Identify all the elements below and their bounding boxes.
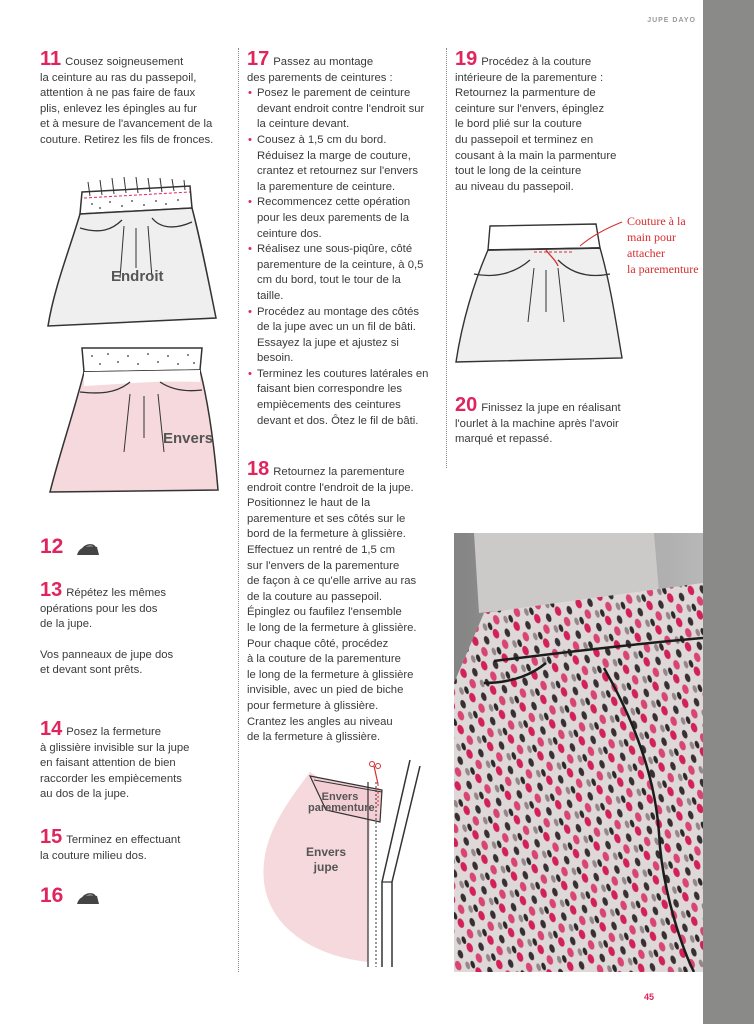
note-line: main pour: [627, 230, 676, 244]
step-note: et devant sont prêts.: [40, 664, 143, 677]
step-text: Épinglez ou faufilez l'ensemble: [247, 606, 402, 619]
step-text: la ceinture au ras du passepoil,: [40, 71, 197, 84]
step-text: le long de la fermeture à glissière.: [247, 621, 417, 634]
step-text: au dos de la jupe.: [40, 788, 130, 801]
step-text: tout le long de la ceinture: [455, 165, 582, 178]
step-19: [455, 48, 635, 195]
step-number: 16: [40, 884, 64, 907]
step-text: la couture milieu dos.: [40, 849, 147, 862]
step-text: attention à ne pas faire de faux: [40, 87, 196, 100]
step-text: Posez la fermeture: [66, 726, 162, 738]
step-number: 11: [40, 48, 62, 70]
bullet-item: • Procédez au montage des côtés de la jupe avec un un fil de bâti. Essayez la jupe et ajustez si besoin.: [247, 305, 429, 367]
step-text: endroit contre l'endroit de la jupe.: [247, 481, 414, 494]
note-line: la parementure: [627, 262, 699, 276]
step-11: [40, 48, 240, 149]
step-14: [40, 718, 235, 803]
iron-icon: [75, 543, 101, 557]
step-20: [455, 394, 655, 448]
label-line: jupe: [313, 860, 339, 874]
step-number: 18: [247, 458, 270, 480]
label-envers-parementure: [308, 791, 375, 814]
step-15: [40, 826, 235, 864]
step-text: le long de la fermeture à glissière: [247, 668, 414, 681]
step-number: 19: [455, 48, 478, 70]
step-text: parementure et ses côtés sur le: [247, 512, 406, 525]
finished-skirt-photo: [454, 533, 703, 972]
step-text: pour fermeture à glissière.: [247, 699, 379, 712]
step-text: de la jupe.: [40, 618, 93, 631]
step-number: 14: [40, 718, 63, 740]
step-13: [40, 579, 235, 679]
step-text: bord de la fermeture à glissière.: [247, 528, 406, 541]
step-text: et à mesure de l'avancement de la: [40, 118, 213, 131]
column-divider-2: [446, 48, 447, 468]
label-line: Envers: [305, 845, 347, 859]
label-envers-jupe: [304, 845, 348, 875]
bullet-item: • Recommencez cette opération pour les deux parements de la ceinture dos.: [247, 195, 429, 242]
hand-stitch-diagram: [454, 212, 624, 372]
step-text: raccorder les empiècements: [40, 772, 182, 785]
step-text: plis, enlevez les épingles au fur: [40, 102, 197, 115]
step-text: marqué et repassé.: [455, 433, 553, 446]
step-text: sur l'envers de la parementure: [247, 559, 400, 572]
running-head: JUPE DAYO: [647, 17, 696, 24]
step-text: opérations pour les dos: [40, 602, 158, 615]
step-text: Cousez soigneusement: [65, 56, 184, 68]
step-text: Effectuez un rentré de 1,5 cm: [247, 543, 395, 556]
step-text: intérieure de la parementure :: [455, 71, 604, 84]
note-line: Couture à la: [627, 214, 686, 228]
step-text: Répétez les mêmes: [66, 587, 167, 599]
step-text: Retournez la parementure: [273, 466, 405, 478]
step-18: [247, 458, 442, 746]
bullet-item: • Posez le parement de ceinture devant endroit contre l'endroit sur la ceinture devant.: [247, 86, 429, 133]
step-text: des parements de ceintures :: [247, 71, 393, 84]
step-text: ceinture sur l'envers, épinglez: [455, 102, 605, 115]
page-number: 45: [644, 992, 655, 1002]
bullet-item: • Réalisez une sous-piqûre, côté parementure de la ceinture, à 0,5 cm du bord, tout le tour de la taille.: [247, 242, 429, 304]
bullet-item: • Cousez à 1,5 cm du bord. Réduisez la marge de couture, crantez et retournez sur l'envers la parementure de ceinture.: [247, 133, 429, 195]
label-endroit: Endroit: [111, 268, 164, 285]
step-number: 15: [40, 826, 63, 848]
step-text: invisible, avec un pied de biche: [247, 684, 404, 697]
step-17: [247, 48, 442, 429]
skirt-front-diagram: [40, 168, 220, 338]
step-number: 13: [40, 579, 63, 601]
step-text: Positionnez le haut de la: [247, 497, 371, 510]
step-text: au niveau du passepoil.: [455, 180, 574, 193]
step-text: Crantez les angles au niveau: [247, 715, 393, 728]
step-text: Pour chaque côté, procédez: [247, 637, 389, 650]
step-text: de la couture au passepoil.: [247, 590, 383, 603]
step-12: [40, 535, 101, 559]
label-line: Envers: [321, 791, 359, 803]
step-text: le bord plié sur la couture: [455, 118, 582, 131]
bullet-item: • Terminez les coutures latérales en faisant bien correspondre les empiècements des ceintures devant et dos. Ôtez le fil de bâti.: [247, 367, 429, 429]
step-number: 12: [40, 535, 64, 558]
step-number: 20: [455, 394, 478, 416]
step-text: de façon à ce qu'elle arrive au ras: [247, 575, 417, 588]
step-text: du passepoil et terminez en: [455, 133, 594, 146]
step-text: cousant à la main la parmenture: [455, 149, 617, 162]
step-text: couture. Retirez les fils de fronces.: [40, 133, 214, 146]
note-line: attacher: [627, 246, 665, 260]
step-text: Procédez à la couture: [481, 56, 592, 68]
step-16: [40, 884, 101, 908]
skirt-back-diagram: [40, 342, 220, 502]
step-text: Retournez la parmenture de: [455, 87, 596, 100]
page-edge-bar: [703, 0, 754, 1024]
step-text: de la fermeture à glissière.: [247, 731, 381, 744]
label-envers: Envers: [163, 430, 214, 447]
column-divider-1: [238, 48, 239, 972]
step-text: à glissière invisible sur la jupe: [40, 741, 190, 754]
step-17-bullet-list: [247, 86, 429, 429]
step-text: à la couture de la parementure: [247, 653, 401, 666]
step-text: Passez au montage: [273, 56, 374, 68]
step-number: 17: [247, 48, 270, 70]
step-text: en faisant attention de bien: [40, 757, 176, 770]
step-text: Finissez la jupe en réalisant: [481, 402, 621, 414]
step-note: Vos panneaux de jupe dos: [40, 648, 174, 661]
step-text: l'ourlet à la machine après l'avoir: [455, 417, 619, 430]
step-text: Terminez en effectuant: [66, 834, 181, 846]
label-line: parementure: [308, 802, 375, 814]
hand-stitch-note: [627, 213, 703, 277]
iron-icon: [75, 892, 101, 906]
